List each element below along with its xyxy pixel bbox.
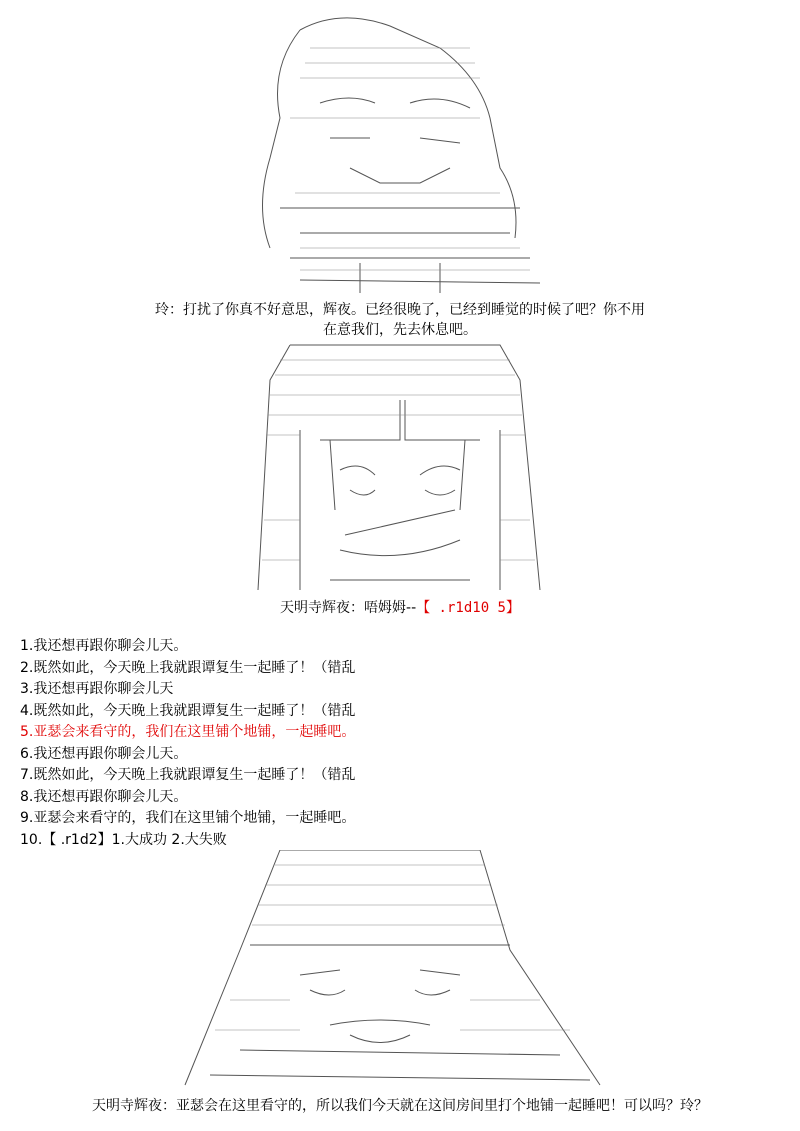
choice-list <box>20 636 355 851</box>
choice-item: 9.亚瑟会来看守的，我们在这里铺个地铺，一起睡吧。 <box>20 810 356 826</box>
rei-dialogue-line-1: 玲：打扰了你真不好意思，辉夜。已经很晚了，已经到睡觉的时候了吧？你不用 <box>155 302 645 318</box>
choice-item: 1.我还想再跟你聊会儿天。 <box>20 638 188 654</box>
kaguya-illustration-1 <box>0 340 800 598</box>
choice-item: 4.既然如此，今天晚上我就跟谭复生一起睡了！（错乱 <box>20 702 356 719</box>
kaguya-dialogue-2: 天明寺辉夜：亚瑟会在这里看守的，所以我们今天就在这间房间里打个地铺一起睡吧！可以吗？玲？ <box>92 1098 708 1114</box>
choice-item: 6.我还想再跟你聊会儿天。 <box>20 745 188 762</box>
kaguya-dialogue-1 <box>0 598 800 618</box>
kaguya-illustration-2 <box>0 850 800 1092</box>
ascii-art-rei <box>0 8 800 298</box>
rei-illustration <box>0 8 800 298</box>
ascii-art-kaguya-1 <box>0 340 800 598</box>
choice-item-selected: 5.亚瑟会来看守的，我们在这里铺个地铺，一起睡吧。 <box>20 724 356 740</box>
choice-item: 7.既然如此，今天晚上我就跟谭复生一起睡了！（错乱 <box>20 767 356 783</box>
choice-item: 8.我还想再跟你聊会儿天。 <box>20 788 188 805</box>
dice-roll-result: 【 .r1d10 5】 <box>416 600 520 616</box>
choice-item: 10.【 .r1d2】1.大成功 2.大失败 <box>20 831 227 848</box>
choice-item: 2.既然如此，今天晚上我就跟谭复生一起睡了！（错乱 <box>20 659 356 676</box>
choice-item: 3.我还想再跟你聊会儿天 <box>20 681 174 697</box>
ascii-art-kaguya-2 <box>0 850 800 1092</box>
kaguya-line-text: 天明寺辉夜：唔姆姆-- <box>280 600 417 616</box>
rei-dialogue-line-2: 在意我们，先去休息吧。 <box>323 322 477 338</box>
